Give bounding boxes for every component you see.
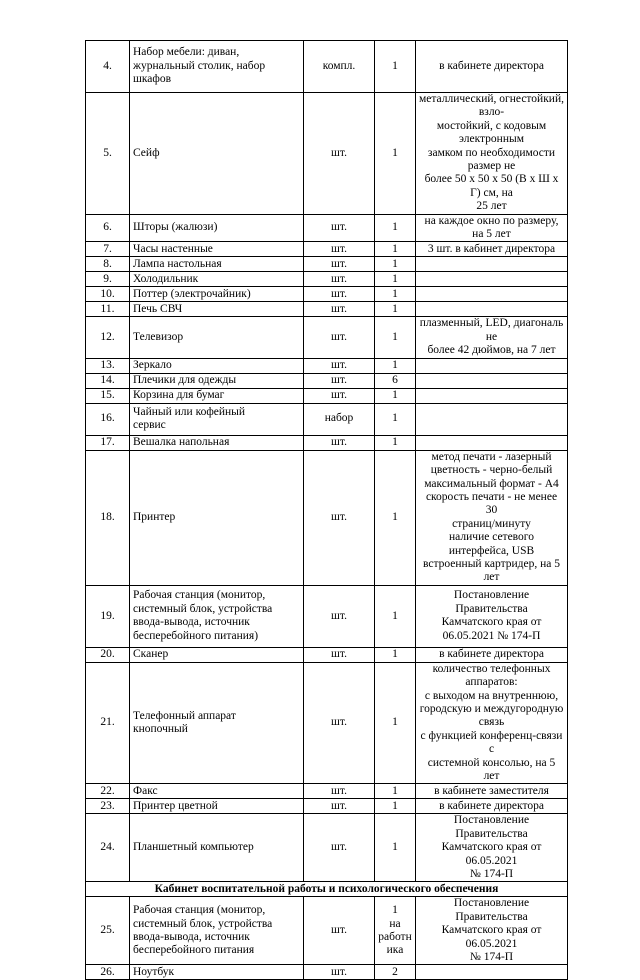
quantity-line: 1	[392, 799, 398, 812]
quantity-line: 1	[392, 287, 398, 300]
item-note-line: № 174-П	[469, 868, 514, 881]
item-note	[416, 450, 568, 585]
quantity	[375, 585, 416, 647]
row-number: 24.	[86, 814, 130, 882]
unit-of-measure: компл.	[304, 41, 375, 93]
item-note-line: Камчатского края от 06.05.2021	[441, 841, 542, 867]
table-row	[86, 287, 568, 302]
quantity-line: 1	[392, 412, 398, 425]
item-name-line: ввода-вывода, источник	[133, 616, 250, 629]
item-name-line: Принтер цветной	[133, 799, 218, 812]
row-number: 19.	[86, 585, 130, 647]
item-note-line: количество телефонных аппаратов:	[432, 662, 551, 689]
item-note-line: Постановление Правительства	[453, 897, 530, 923]
unit-of-measure: шт.	[304, 814, 375, 882]
item-name-line: Лампа настольная	[133, 257, 222, 270]
item-name-line: Сканер	[133, 648, 169, 661]
table-row	[86, 302, 568, 317]
unit-of-measure: шт.	[304, 287, 375, 302]
table-row	[86, 41, 568, 93]
item-note-line: Постановление Правительства	[453, 814, 530, 840]
row-number: 5.	[86, 93, 130, 215]
unit-of-measure: шт.	[304, 358, 375, 373]
unit-of-measure: шт.	[304, 965, 375, 980]
unit-of-measure: шт.	[304, 302, 375, 317]
item-note-line: метод печати - лазерный	[431, 450, 552, 463]
table-row	[86, 93, 568, 215]
item-note-line: встроенный картридер, на 5 лет	[423, 557, 560, 584]
row-number: 21.	[86, 662, 130, 784]
table-row	[86, 585, 568, 647]
row-number: 8.	[86, 257, 130, 272]
item-name-line: Ноутбук	[133, 965, 175, 978]
item-note-line: № 174-П	[469, 951, 514, 964]
item-name	[130, 403, 304, 435]
unit-of-measure: шт.	[304, 784, 375, 799]
item-name	[130, 257, 304, 272]
quantity	[375, 93, 416, 215]
quantity	[375, 317, 416, 358]
item-note-line: мостойкий, с кодовым электронным	[436, 119, 547, 146]
item-note-line: Камчатского края от 06.05.2021	[441, 924, 542, 950]
item-name	[130, 965, 304, 980]
item-note-line: в кабинете директора	[439, 648, 544, 661]
table-row	[86, 388, 568, 403]
item-note	[416, 897, 568, 965]
unit-of-measure: шт.	[304, 373, 375, 388]
unit-of-measure: шт.	[304, 317, 375, 358]
table-body	[86, 41, 568, 980]
row-number: 7.	[86, 242, 130, 257]
item-name	[130, 799, 304, 814]
table-row	[86, 435, 568, 450]
row-number: 25.	[86, 897, 130, 965]
item-note-line: более 50 х 50 х 50 (В х Ш х Г) см, на	[424, 173, 559, 199]
item-note-line: плазменный, LED, диагональ не	[419, 317, 564, 343]
quantity-line: 1	[392, 904, 398, 917]
table-row	[86, 373, 568, 388]
quantity-line: на	[389, 917, 401, 930]
table-row	[86, 272, 568, 287]
item-note-line: наличие сетевого интерфейса, USB	[448, 531, 535, 557]
row-number: 16.	[86, 403, 130, 435]
table-row	[86, 784, 568, 799]
table-row	[86, 403, 568, 435]
item-note-line: на каждое окно по размеру, на 5 лет	[424, 214, 559, 241]
item-note-line: скорость печати - не менее 30	[425, 490, 558, 517]
quantity-line: 1	[392, 146, 398, 159]
item-name	[130, 287, 304, 302]
item-name-line: Принтер	[133, 511, 176, 524]
item-note	[416, 388, 568, 403]
equipment-table	[85, 40, 568, 980]
quantity-line: 1	[392, 302, 398, 315]
item-note	[416, 302, 568, 317]
item-name	[130, 388, 304, 403]
table-row	[86, 317, 568, 358]
item-name	[130, 784, 304, 799]
row-number: 12.	[86, 317, 130, 358]
item-note-line: металлический, огнестойкий, взло-	[419, 93, 564, 119]
section-header-row	[86, 882, 568, 897]
item-note	[416, 662, 568, 784]
item-note	[416, 93, 568, 215]
item-name-line: Поттер (электрочайник)	[133, 287, 251, 300]
item-name	[130, 317, 304, 358]
item-name	[130, 242, 304, 257]
item-note-line: 3 шт. в кабинет директора	[427, 242, 556, 255]
item-note	[416, 257, 568, 272]
item-note-line: с функцией конференц-связи с	[420, 729, 563, 756]
table-row	[86, 358, 568, 373]
table-row	[86, 257, 568, 272]
item-note	[416, 435, 568, 450]
item-name-line: Факс	[133, 784, 158, 797]
item-note-line: городскую и междугородную связь	[419, 702, 564, 729]
unit-of-measure: набор	[304, 403, 375, 435]
item-note	[416, 784, 568, 799]
item-name-line: Печь СВЧ	[133, 302, 183, 315]
item-note	[416, 799, 568, 814]
item-name	[130, 814, 304, 882]
item-name-line: журнальный столик, набор	[133, 59, 266, 72]
item-name-line: бесперебойного питания	[133, 944, 255, 957]
item-note	[416, 358, 568, 373]
item-name	[130, 662, 304, 784]
quantity	[375, 662, 416, 784]
row-number: 13.	[86, 358, 130, 373]
item-note	[416, 41, 568, 93]
quantity-line: 1	[392, 841, 398, 854]
row-number: 18.	[86, 450, 130, 585]
item-note-line: цветность - черно-белый	[430, 464, 553, 477]
table-row	[86, 814, 568, 882]
quantity	[375, 388, 416, 403]
item-name-line: системный блок, устройства	[133, 917, 273, 930]
item-name-line: шкафов	[133, 73, 172, 86]
unit-of-measure: шт.	[304, 214, 375, 242]
item-note-line: с выходом на внутреннюю,	[424, 689, 559, 702]
item-note	[416, 814, 568, 882]
item-note	[416, 242, 568, 257]
item-note	[416, 965, 568, 980]
unit-of-measure: шт.	[304, 662, 375, 784]
item-name	[130, 358, 304, 373]
quantity-line: работн	[378, 930, 412, 943]
quantity-line: 1	[392, 59, 398, 72]
item-note-line: страниц/минуту	[452, 517, 531, 530]
quantity	[375, 784, 416, 799]
row-number: 15.	[86, 388, 130, 403]
item-name-line: Корзина для бумаг	[133, 388, 225, 401]
unit-of-measure: шт.	[304, 799, 375, 814]
row-number: 11.	[86, 302, 130, 317]
quantity-line: 1	[392, 257, 398, 270]
item-name-line: бесперебойного питания)	[133, 629, 259, 642]
quantity	[375, 257, 416, 272]
item-note-line: максимальный формат - А4	[424, 477, 559, 490]
item-note	[416, 403, 568, 435]
quantity	[375, 41, 416, 93]
row-number: 17.	[86, 435, 130, 450]
item-name-line: Плечики для одежды	[133, 373, 237, 386]
item-note-line: в кабинете заместителя	[434, 784, 549, 797]
table-row	[86, 647, 568, 662]
quantity	[375, 358, 416, 373]
item-name	[130, 272, 304, 287]
unit-of-measure: шт.	[304, 257, 375, 272]
row-number: 10.	[86, 287, 130, 302]
quantity	[375, 214, 416, 242]
row-number: 6.	[86, 214, 130, 242]
item-name-line: ввода-вывода, источник	[133, 930, 250, 943]
row-number: 22.	[86, 784, 130, 799]
quantity	[375, 435, 416, 450]
quantity-line: 1	[392, 784, 398, 797]
item-name-line: Телевизор	[133, 330, 184, 343]
row-number: 4.	[86, 41, 130, 93]
item-note	[416, 647, 568, 662]
quantity-line: 2	[392, 965, 398, 978]
item-name-line: Планшетный компьютер	[133, 841, 254, 854]
item-name-line: Телефонный аппарат	[133, 709, 236, 722]
item-note-line: Постановление Правительства	[453, 589, 530, 615]
row-number: 23.	[86, 799, 130, 814]
item-note-line: системной консолью, на 5 лет	[427, 756, 556, 782]
quantity-line: 1	[392, 648, 398, 661]
item-name-line: Вешалка напольная	[133, 435, 230, 448]
item-name-line: кнопочный	[133, 723, 188, 736]
row-number: 20.	[86, 647, 130, 662]
item-note-line: Камчатского края от 06.05.2021 № 174-П	[441, 616, 542, 642]
item-note	[416, 287, 568, 302]
quantity-line: 1	[392, 358, 398, 371]
quantity	[375, 302, 416, 317]
quantity	[375, 242, 416, 257]
quantity	[375, 799, 416, 814]
item-note-line: более 42 дюймов, на 7 лет	[427, 344, 556, 357]
quantity-line: 1	[392, 511, 398, 524]
item-name-line: Рабочая станция (монитор,	[133, 904, 266, 917]
quantity-line: 1	[392, 716, 398, 729]
table-row	[86, 242, 568, 257]
quantity-line: ика	[386, 944, 404, 957]
quantity	[375, 403, 416, 435]
item-name	[130, 214, 304, 242]
table-row	[86, 965, 568, 980]
item-name	[130, 93, 304, 215]
item-name-line: сервис	[133, 419, 166, 432]
quantity	[375, 450, 416, 585]
row-number: 9.	[86, 272, 130, 287]
quantity	[375, 272, 416, 287]
quantity-line: 1	[392, 330, 398, 343]
quantity-line: 6	[392, 373, 398, 386]
item-name	[130, 302, 304, 317]
item-name	[130, 435, 304, 450]
item-name-line: Холодильник	[133, 272, 199, 285]
quantity-line: 1	[392, 435, 398, 448]
unit-of-measure: шт.	[304, 647, 375, 662]
row-number: 14.	[86, 373, 130, 388]
quantity-line: 1	[392, 609, 398, 622]
unit-of-measure: шт.	[304, 450, 375, 585]
table-row	[86, 214, 568, 242]
unit-of-measure: шт.	[304, 242, 375, 257]
table-row	[86, 662, 568, 784]
item-name	[130, 647, 304, 662]
unit-of-measure: шт.	[304, 388, 375, 403]
quantity	[375, 647, 416, 662]
item-note	[416, 585, 568, 647]
item-note	[416, 272, 568, 287]
item-name	[130, 450, 304, 585]
table-row	[86, 897, 568, 965]
item-note	[416, 317, 568, 358]
item-name-line: системный блок, устройства	[133, 602, 273, 615]
quantity-line: 1	[392, 242, 398, 255]
table-row	[86, 799, 568, 814]
item-name-line: Набор мебели: диван,	[133, 46, 240, 59]
section-title: Кабинет воспитательной работы и психологического обеспечения	[86, 882, 568, 897]
quantity	[375, 897, 416, 965]
item-name-line: Сейф	[133, 146, 160, 159]
unit-of-measure: шт.	[304, 93, 375, 215]
item-name-line: Шторы (жалюзи)	[133, 221, 218, 234]
unit-of-measure: шт.	[304, 585, 375, 647]
item-name-line: Чайный или кофейный	[133, 405, 246, 418]
unit-of-measure: шт.	[304, 897, 375, 965]
item-name-line: Рабочая станция (монитор,	[133, 589, 266, 602]
item-note-line: 25 лет	[476, 200, 507, 213]
item-name	[130, 373, 304, 388]
unit-of-measure: шт.	[304, 435, 375, 450]
quantity	[375, 373, 416, 388]
quantity	[375, 287, 416, 302]
item-name-line: Часы настенные	[133, 242, 213, 255]
quantity-line: 1	[392, 388, 398, 401]
item-name	[130, 585, 304, 647]
quantity-line: 1	[392, 221, 398, 234]
quantity	[375, 814, 416, 882]
unit-of-measure: шт.	[304, 272, 375, 287]
item-name	[130, 41, 304, 93]
item-note	[416, 214, 568, 242]
row-number: 26.	[86, 965, 130, 980]
table-row	[86, 450, 568, 585]
item-note-line: замком по необходимости размер не	[427, 146, 556, 173]
item-note	[416, 373, 568, 388]
quantity	[375, 965, 416, 980]
quantity-line: 1	[392, 272, 398, 285]
item-note-line: в кабинете директора	[439, 799, 544, 812]
item-name-line: Зеркало	[133, 358, 172, 371]
item-name	[130, 897, 304, 965]
item-note-line: в кабинете директора	[439, 59, 544, 72]
